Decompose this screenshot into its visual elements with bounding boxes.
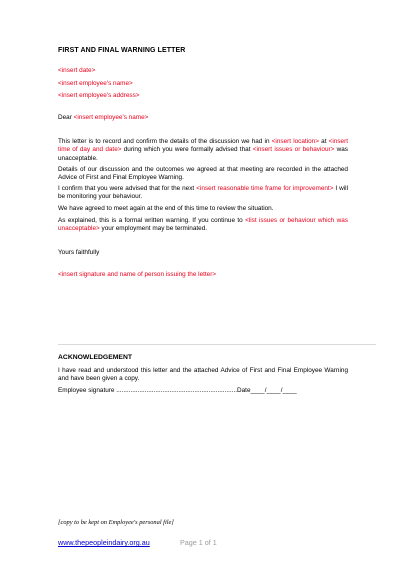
p5-text-a: As explained, this is a formal written warning. If you continue to [58,217,246,224]
p3-text-b: I will be monitoring your behaviour. [58,185,349,201]
paragraph-5 [58,217,348,234]
employee-signature-line: Employee signature ....................................................................Date____/____/____ [58,387,297,394]
paragraph-4: We have agreed to meet again at the end of this time to review the situation. [58,205,274,212]
issues-placeholder: <insert issues or behaviour> [252,146,335,154]
location-placeholder: <insert location> [271,138,319,145]
employee-address-placeholder: <insert employee's address> [58,92,140,99]
letter-title: FIRST AND FINAL WARNING LETTER [58,47,186,54]
section-divider [58,344,376,345]
date-placeholder: <insert date> [58,67,96,74]
list-placeholder: <list issues or behaviour which was unacceptable> [58,217,348,233]
salutation [58,114,148,122]
paragraph-3 [58,185,348,202]
p1-text-d: was unacceptable. [58,146,348,162]
file-copy-note: [copy to be kept on Employee's personal file] [58,519,174,526]
paragraph-1 [58,138,348,163]
signature-placeholder: <insert signature and name of person issuing the letter> [58,271,217,278]
timeframe-placeholder: <insert reasonable time frame for improvement> [196,185,334,192]
acknowledgement-body: I have read and understood this letter and the attached Advice of First and Final Employee Warning and have been given a copy. [58,367,348,383]
page-number: Page 1 of 1 [180,538,217,547]
p1-text-a: This letter is to record and confirm the details of the discussion we had in [58,138,272,145]
acknowledgement-title: ACKNOWLEDGEMENT [58,354,133,361]
p1-text-b: at [318,138,329,145]
salutation-dear: Dear [58,114,72,121]
p5-text-b: your employment may be terminated. [99,225,208,233]
p3-text-a: I confirm that you were advised that for the next [58,185,197,192]
paragraph-2: Details of our discussion and the outcomes we agreed at that meeting are recorded in the attached Advice of First and Final Employee Warning. [58,166,348,182]
website-link[interactable]: www.thepeopleindairy.org.au [58,538,150,547]
salutation-name-placeholder: <insert employee's name> [73,114,149,121]
closing: Yours faithfully [58,249,100,256]
p1-text-c: during which you were formally advised that [121,146,253,154]
time-placeholder: <insert time of day and date> [58,138,348,154]
employee-name-placeholder: <insert employee's name> [58,80,133,87]
